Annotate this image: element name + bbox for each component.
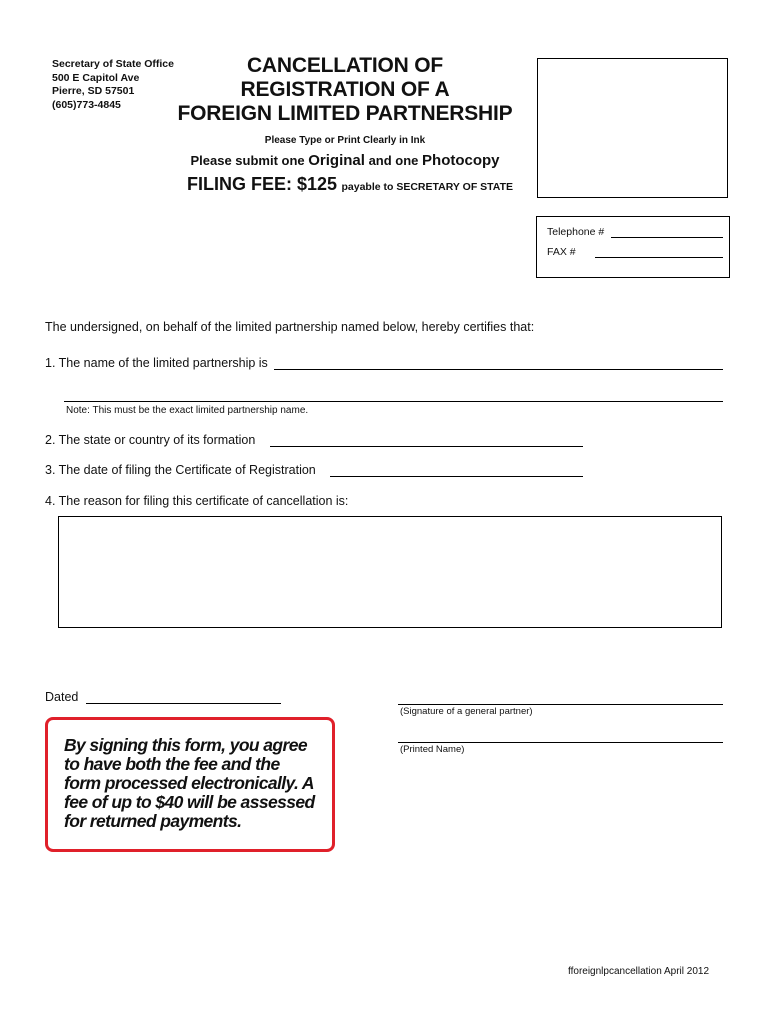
title-line-1: CANCELLATION OF (246, 54, 444, 77)
title-line-2: REGISTRATION OF A (240, 78, 450, 101)
submit-photocopy: Photocopy (422, 152, 500, 169)
office-use-stamp-box (537, 58, 728, 198)
telephone-field[interactable] (611, 227, 723, 238)
office-street: 500 E Capitol Ave (52, 71, 140, 84)
office-address (52, 58, 174, 112)
partnership-name-note: Note: This must be the exact limited partnership name. (66, 405, 309, 416)
print-clearly-instruction: Please Type or Print Clearly in Ink (264, 135, 426, 146)
filing-fee-payable: payable to SECRETARY OF STATE (341, 181, 514, 193)
submit-instruction (170, 152, 520, 169)
signature-label: (Signature of a general partner) (400, 706, 533, 717)
form-title (170, 54, 520, 126)
contact-box (536, 216, 730, 278)
fax-label: FAX # (547, 246, 576, 258)
item-1-label: 1. The name of the limited partnership is (45, 356, 268, 370)
partnership-name-field-line-2[interactable] (64, 401, 723, 402)
certification-statement: The undersigned, on behalf of the limited partnership named below, hereby certifies that: (45, 320, 535, 334)
submit-original: Original (308, 152, 365, 169)
title-line-3: FOREIGN LIMITED PARTNERSHIP (177, 102, 513, 125)
item-3-label: 3. The date of filing the Certificate of Registration (45, 463, 316, 477)
notice-text: By signing this form, you agree to have both the fee and the form processed electronically. A fee of up to $40 will be assessed for returned payments. (64, 735, 315, 831)
dated-field[interactable] (86, 703, 281, 704)
state-of-formation-field[interactable] (270, 446, 583, 447)
printed-name-field[interactable] (398, 742, 723, 743)
filing-fee-amount: FILING FEE: $125 (186, 174, 338, 194)
telephone-row (547, 226, 723, 238)
signature-field[interactable] (398, 704, 723, 705)
telephone-label: Telephone # (547, 226, 605, 238)
registration-date-field[interactable] (330, 476, 583, 477)
item-4-label: 4. The reason for filing this certificate of cancellation is: (45, 494, 349, 508)
printed-name-label: (Printed Name) (400, 744, 465, 755)
office-phone: (605)773-4845 (52, 98, 121, 111)
partnership-name-field[interactable] (274, 369, 723, 370)
fax-row (547, 246, 723, 258)
submit-and: and one (368, 153, 419, 168)
submit-prefix: Please submit one (190, 153, 305, 168)
office-city: Pierre, SD 57501 (52, 85, 135, 97)
filing-fee (150, 174, 550, 195)
item-2-label: 2. The state or country of its formation (45, 433, 256, 447)
office-name: Secretary of State Office (52, 58, 174, 70)
form-footer-id: fforeignlpcancellation April 2012 (568, 966, 710, 977)
cancellation-reason-box[interactable] (58, 516, 722, 628)
dated-label: Dated (45, 690, 79, 704)
electronic-processing-notice (45, 717, 335, 852)
fax-field[interactable] (595, 247, 723, 258)
